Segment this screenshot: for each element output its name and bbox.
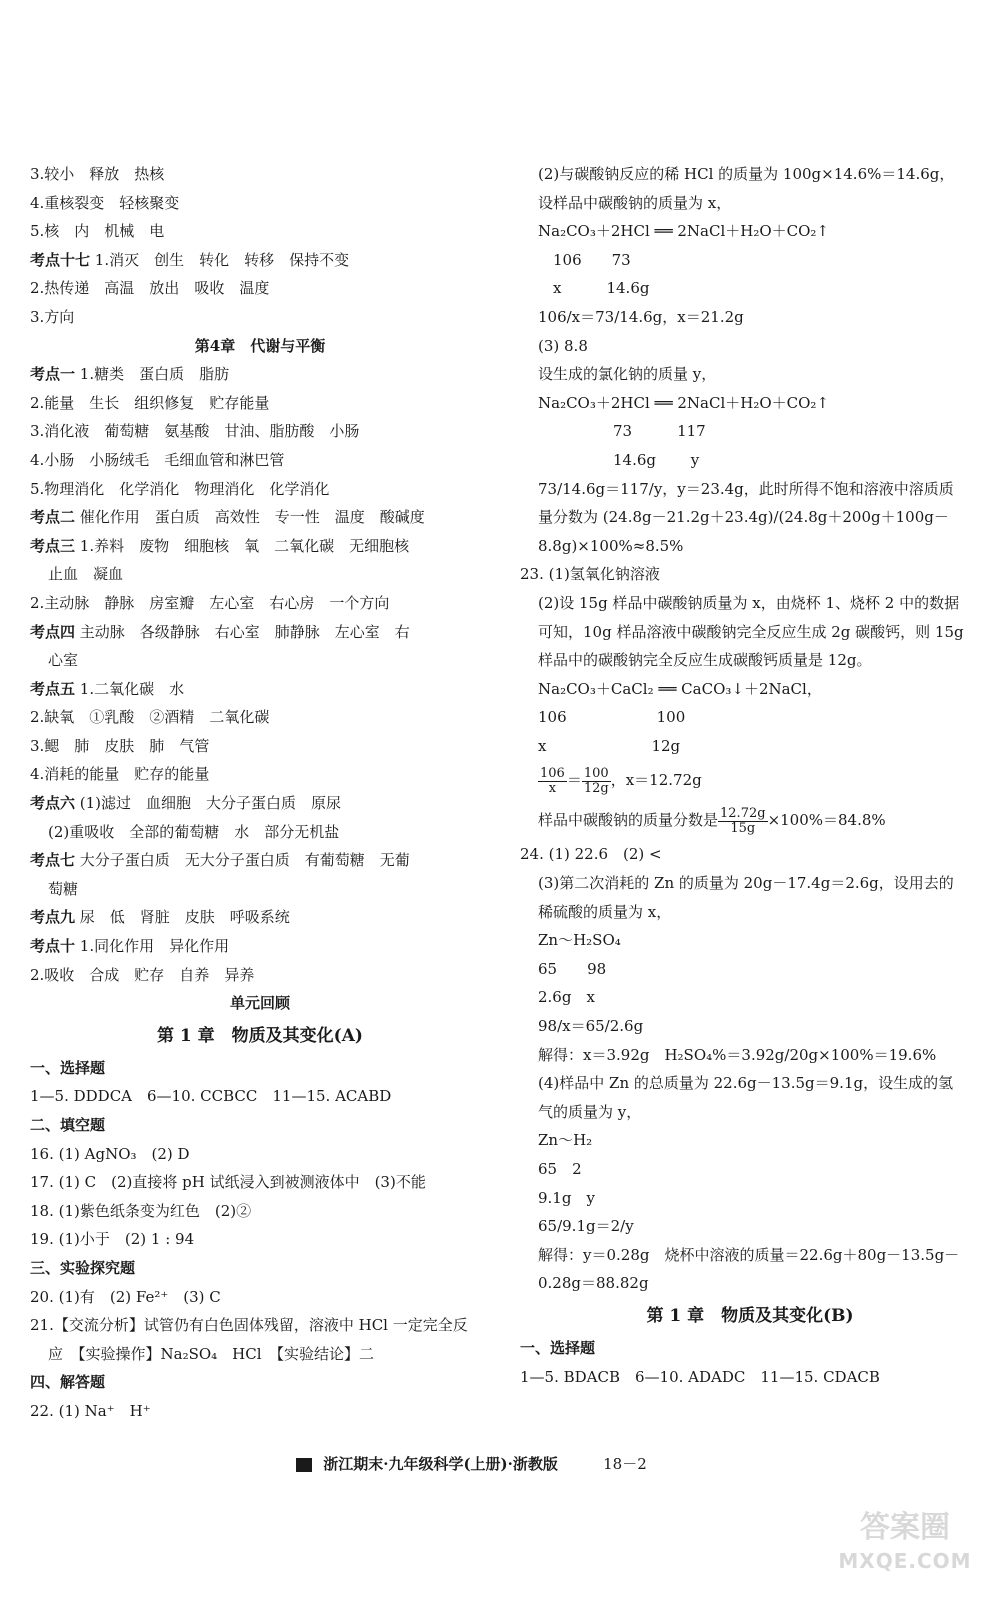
line-text: 尿 低 肾脏 皮肤 呼吸系统 (75, 908, 290, 927)
answer-line (30, 1225, 490, 1254)
line-text: 3.方向 (30, 307, 75, 326)
line-text: 3.消化液 葡萄糖 氨基酸 甘油、脂肪酸 小肠 (30, 422, 360, 441)
line-text: 心室 (48, 651, 79, 670)
answer-line (30, 1311, 490, 1340)
line-text: 73 117 (538, 422, 706, 441)
answer-line (30, 903, 490, 932)
answer-line (30, 246, 490, 275)
line-text: 四、解答题 (30, 1373, 106, 1392)
answer-line (520, 1212, 980, 1241)
line-text: x 14.6g (538, 279, 650, 298)
line-text: 106 100 (538, 708, 686, 727)
point-label: 考点五 (30, 679, 76, 698)
answer-line (30, 189, 490, 218)
fraction (582, 767, 611, 796)
line-text: 2.6g x (538, 988, 595, 1007)
answer-line (520, 332, 980, 361)
line-text: 1—5. BDACB 6—10. ADADC 11—15. CDACB (520, 1367, 880, 1386)
answer-line (520, 1126, 980, 1155)
line-text: (4)样品中 Zn 的总质量为 22.6g－13.5g＝9.1g，设生成的氢 (538, 1074, 954, 1093)
line-text: 应 【实验操作】Na₂SO₄ HCl 【实验结论】二 (48, 1344, 375, 1363)
answer-line (520, 1298, 980, 1334)
point-label: 考点一 (30, 365, 76, 384)
answer-line (30, 1082, 490, 1111)
answer-line (520, 1012, 980, 1041)
line-text: 2.热传递 高温 放出 吸收 温度 (30, 279, 270, 298)
line-text: (2)重吸收 全部的葡萄糖 水 部分无机盐 (48, 822, 340, 841)
line-text: 第 1 章 物质及其变化(B) (646, 1305, 854, 1326)
answer-line (520, 246, 980, 275)
line-text: 14.6g y (538, 450, 700, 469)
line-text: (1)滤过 血细胞 大分子蛋白质 原尿 (75, 794, 342, 813)
line-text: ×100%＝84.8% (767, 811, 886, 830)
point-label: 考点三 (30, 536, 76, 555)
answer-line (520, 926, 980, 955)
line-text: 止血 凝血 (48, 565, 124, 584)
line-text: 17. (1) C (2)直接将 pH 试纸浸入到被测液体中 (3)不能 (30, 1173, 426, 1192)
answer-line (30, 1397, 490, 1426)
line-text: 一、选择题 (30, 1058, 106, 1077)
left-column (30, 160, 490, 1426)
answer-line (30, 703, 490, 732)
answer-line (30, 1140, 490, 1169)
answer-line (520, 389, 980, 418)
answer-line (30, 760, 490, 789)
answer-line (30, 589, 490, 618)
answer-line (520, 417, 980, 446)
line-text: ，x＝12.72g (610, 771, 702, 790)
line-text: 1.糖类 蛋白质 脂肪 (75, 365, 230, 384)
answer-line (520, 983, 980, 1012)
line-text: 3.鳃 肺 皮肤 肺 气管 (30, 736, 210, 755)
answer-line (520, 1334, 980, 1363)
answer-line (520, 955, 980, 984)
answer-line (520, 303, 980, 332)
answer-line (30, 1054, 490, 1083)
line-text: Na₂CO₃＋2HCl ══ 2NaCl＋H₂O＋CO₂↑ (538, 393, 829, 412)
answer-line (520, 503, 980, 532)
fraction (718, 807, 768, 836)
answer-line (520, 840, 980, 869)
answer-line (30, 1018, 490, 1054)
line-text: 3.较小 释放 热核 (30, 165, 165, 183)
answer-line (520, 274, 980, 303)
line-text: 106/x＝73/14.6g，x＝21.2g (538, 307, 744, 326)
answer-line (520, 869, 980, 898)
answer-line (520, 703, 980, 732)
line-text: 9.1g y (538, 1188, 595, 1207)
line-text: 样品中碳酸钠的质量分数是 (538, 811, 719, 830)
watermark-url: MXQE.COM (838, 1549, 972, 1573)
answer-line (520, 1155, 980, 1184)
line-text: 23. (1)氢氧化钠溶液 (520, 565, 660, 584)
line-text: 98/x＝65/2.6g (538, 1017, 644, 1036)
line-text: 1.消灭 创生 转化 转移 保持不变 (90, 250, 350, 269)
line-text: 1.二氧化碳 水 (75, 679, 185, 698)
line-text: 样品中的碳酸钠完全反应生成碳酸钙质量是 12g。 (538, 651, 872, 670)
answer-line (520, 800, 980, 840)
line-text: 65/9.1g＝2/y (538, 1217, 634, 1236)
line-text: 解得：y＝0.28g 烧杯中溶液的质量＝22.6g＋80g－13.5g－ (538, 1245, 960, 1264)
answer-line (30, 360, 490, 389)
line-text: 2.能量 生长 组织修复 贮存能量 (30, 393, 270, 412)
denominator: 12g (583, 780, 609, 796)
line-text: 一、选择题 (520, 1338, 596, 1357)
answer-line (30, 1283, 490, 1312)
line-text: 第4章 代谢与平衡 (194, 336, 326, 355)
answer-line (520, 618, 980, 647)
answer-line (520, 1184, 980, 1213)
line-text: 二、填空题 (30, 1116, 106, 1134)
answer-line (30, 732, 490, 761)
answer-line (520, 1241, 980, 1270)
answer-line (30, 846, 490, 875)
answer-line (30, 1254, 490, 1283)
fraction (538, 767, 567, 796)
line-text: 1.同化作用 异化作用 (75, 937, 230, 956)
answer-line (30, 332, 490, 361)
line-text: 单元回顾 (229, 994, 290, 1013)
line-text: 19. (1)小于 (2) 1 : 94 (30, 1230, 195, 1249)
answer-line (520, 217, 980, 246)
answer-line (520, 446, 980, 475)
answer-line (30, 818, 490, 847)
line-text: x 12g (538, 736, 681, 755)
line-text: 8.8g)×100%≈8.5% (538, 536, 684, 555)
point-label: 考点四 (30, 622, 76, 641)
line-text: 大分子蛋白质 无大分子蛋白质 有葡萄糖 无葡 (75, 851, 410, 870)
answer-line (30, 503, 490, 532)
answer-line (520, 532, 980, 561)
book-mark-icon (296, 1458, 312, 1472)
answer-line (30, 789, 490, 818)
answer-line (30, 1168, 490, 1197)
answer-line (520, 1069, 980, 1098)
point-label: 考点七 (30, 851, 76, 870)
answer-line (520, 1363, 980, 1392)
line-text: 22. (1) Na⁺ H⁺ (30, 1401, 151, 1420)
point-label: 考点九 (30, 908, 76, 927)
line-text: 催化作用 蛋白质 高效性 专一性 温度 酸碱度 (75, 508, 425, 527)
line-text: 106 73 (538, 250, 631, 269)
answer-line (30, 1197, 490, 1226)
line-text: 18. (1)紫色纸条变为红色 (2)② (30, 1201, 252, 1220)
numerator: 12.72g (720, 805, 766, 821)
line-text: 2.缺氧 ①乳酸 ②酒精 二氧化碳 (30, 708, 270, 727)
answer-line (520, 732, 980, 761)
line-text: 73/14.6g＝117/y，y＝23.4g，此时所得不饱和溶液中溶质质 (538, 479, 954, 498)
answer-line (30, 961, 490, 990)
line-text: 2.主动脉 静脉 房室瓣 左心室 右心房 一个方向 (30, 593, 390, 612)
point-label: 考点十 (30, 937, 76, 956)
line-text: 设样品中碳酸钠的质量为 x， (538, 193, 732, 212)
line-text: 量分数为 (24.8g－21.2g＋23.4g)/(24.8g＋200g＋100g－ (538, 508, 949, 527)
answer-line (30, 389, 490, 418)
answer-line (520, 1269, 980, 1298)
numerator: 106 (540, 765, 565, 781)
line-text: Na₂CO₃＋CaCl₂ ══ CaCO₃↓＋2NaCl， (538, 679, 822, 698)
answer-line (30, 675, 490, 704)
line-text: 20. (1)有 (2) Fe²⁺ (3) C (30, 1287, 221, 1306)
point-label: 考点二 (30, 508, 76, 527)
answer-line (30, 1368, 490, 1397)
answer-line (30, 560, 490, 589)
numerator: 100 (582, 767, 611, 782)
line-text: 4.消耗的能量 贮存的能量 (30, 765, 210, 784)
answer-line (520, 898, 980, 927)
answer-line (30, 646, 490, 675)
point-label: 考点十七 (30, 250, 91, 269)
line-text: Na₂CO₃＋2HCl ══ 2NaCl＋H₂O＋CO₂↑ (538, 222, 829, 241)
line-text: 21.【交流分析】试管仍有白色固体残留，溶液中 HCl 一定完全反 (30, 1316, 468, 1335)
right-column (520, 160, 980, 1391)
line-text: 24. (1) 22.6 (2) < (520, 845, 662, 864)
answer-line (30, 160, 490, 189)
line-text: 1.养料 废物 细胞核 氧 二氧化碳 无细胞核 (75, 536, 410, 555)
denominator: x (548, 780, 557, 796)
answer-line (30, 875, 490, 904)
answer-line (30, 446, 490, 475)
answer-line (30, 475, 490, 504)
line-text: 萄糖 (48, 879, 79, 898)
line-text: 65 98 (538, 959, 607, 978)
line-text: 设生成的氯化钠的质量 y， (538, 365, 717, 384)
line-text: 主动脉 各级静脉 右心室 肺静脉 左心室 右 (75, 622, 410, 641)
line-text: 5.核 内 机械 电 (30, 222, 165, 241)
line-text: 0.28g＝88.82g (538, 1274, 649, 1293)
answer-line (30, 217, 490, 246)
answer-line (520, 189, 980, 218)
answer-line (520, 675, 980, 704)
answer-line (520, 475, 980, 504)
answer-line (520, 1041, 980, 1070)
answer-line (30, 932, 490, 961)
answer-line (520, 646, 980, 675)
page-number: 18－2 (603, 1455, 647, 1473)
line-text: 稀硫酸的质量为 x， (538, 902, 672, 921)
line-text: 第 1 章 物质及其变化(A) (157, 1025, 363, 1046)
answer-line (30, 1111, 490, 1140)
denominator: 15g (730, 820, 756, 836)
answer-line (30, 618, 490, 647)
answer-line (30, 417, 490, 446)
footer-title: 浙江期末·九年级科学(上册)·浙教版 (323, 1455, 558, 1473)
answer-line (30, 989, 490, 1018)
line-text: 1—5. DDDCA 6—10. CCBCC 11—15. ACABD (30, 1087, 392, 1106)
watermark-text: 答案圈 (860, 1510, 950, 1545)
line-text: (2)设 15g 样品中碳酸钠质量为 x，由烧杯 1、烧杯 2 中的数据 (538, 593, 960, 612)
answer-line (520, 560, 980, 589)
answer-line (30, 303, 490, 332)
answer-line (520, 589, 980, 618)
line-text: (3)第二次消耗的 Zn 的质量为 20g－17.4g＝2.6g，设用去的 (538, 874, 954, 893)
line-text: 65 2 (538, 1160, 582, 1178)
line-text: 解得：x＝3.92g H₂SO₄%＝3.92g/20g×100%＝19.6% (538, 1045, 937, 1064)
line-text: 气的质量为 y， (538, 1102, 642, 1121)
line-text: 16. (1) AgNO₃ (2) D (30, 1144, 190, 1163)
line-text: 4.小肠 小肠绒毛 毛细血管和淋巴管 (30, 450, 285, 469)
line-text: 2.吸收 合成 贮存 自养 异养 (30, 965, 255, 984)
answer-line (520, 160, 980, 189)
answer-line (30, 532, 490, 561)
point-label: 考点六 (30, 794, 76, 813)
answer-line (30, 274, 490, 303)
line-text: 三、实验探究题 (30, 1258, 136, 1277)
line-text: 5.物理消化 化学消化 物理消化 化学消化 (30, 479, 330, 498)
line-text: 可知，10g 样品溶液中碳酸钠完全反应生成 2g 碳酸钙，则 15g (538, 622, 964, 641)
line-text: 4.重核裂变 轻核聚变 (30, 193, 180, 212)
answer-line (520, 360, 980, 389)
watermark (830, 1508, 980, 1588)
line-text: (3) 8.8 (538, 336, 588, 355)
line-text: Zn～H₂SO₄ (538, 931, 621, 950)
equals-sign: ＝ (566, 771, 582, 790)
page-footer (296, 1448, 716, 1480)
line-text: Zn～H₂ (538, 1131, 593, 1150)
line-text: (2)与碳酸钠反应的稀 HCl 的质量为 100g×14.6%＝14.6g， (538, 165, 955, 183)
answer-line (520, 760, 980, 800)
answer-line (30, 1340, 490, 1369)
answer-line (520, 1098, 980, 1127)
